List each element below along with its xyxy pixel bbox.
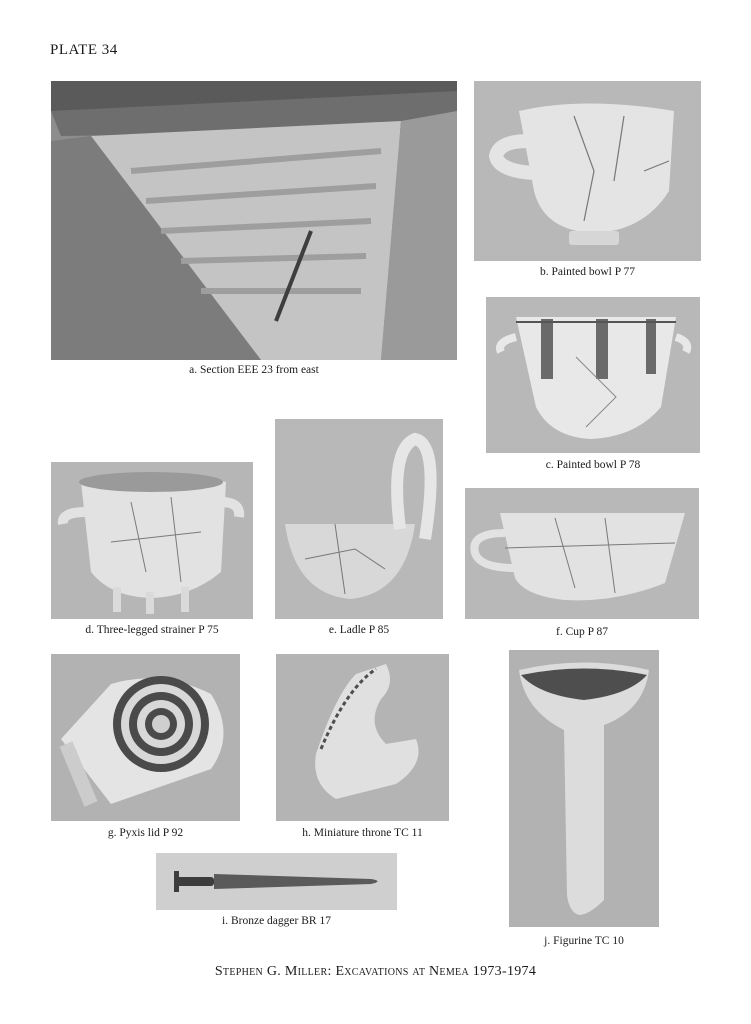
caption-a: a. Section EEE 23 from east — [189, 364, 319, 376]
caption-i: i. Bronze dagger BR 17 — [222, 915, 331, 927]
footer-separator: : — [327, 964, 336, 979]
photo-bronze-dagger-br17 — [156, 853, 397, 910]
photo-ladle-p85 — [275, 419, 443, 619]
footer-title: Excavations at Nemea — [335, 964, 469, 979]
photo-painted-bowl-p78 — [486, 297, 700, 453]
plate-label: PLATE 34 — [50, 42, 118, 58]
caption-h: h. Miniature throne TC 11 — [302, 827, 423, 839]
photo-cup-p87 — [465, 488, 699, 619]
caption-b: b. Painted bowl P 77 — [539, 266, 636, 278]
caption-d: d. Three-legged strainer P 75 — [85, 624, 219, 636]
photo-miniature-throne-tc11 — [276, 654, 449, 821]
footer-years: 1973-1974 — [472, 964, 537, 979]
footer-citation — [0, 964, 751, 980]
caption-g: g. Pyxis lid P 92 — [107, 827, 184, 839]
caption-f: f. Cup P 87 — [556, 626, 608, 638]
caption-e: e. Ladle P 85 — [328, 624, 390, 636]
photo-three-legged-strainer-p75 — [51, 462, 253, 619]
photo-pyxis-lid-p92 — [51, 654, 240, 821]
photo-figurine-tc10 — [509, 650, 659, 927]
footer-author: Stephen G. Miller — [214, 964, 328, 979]
photo-section-eee23 — [51, 81, 457, 360]
caption-j: j. Figurine TC 10 — [544, 935, 624, 947]
caption-c: c. Painted bowl P 78 — [545, 459, 641, 471]
photo-painted-bowl-p77 — [474, 81, 701, 261]
